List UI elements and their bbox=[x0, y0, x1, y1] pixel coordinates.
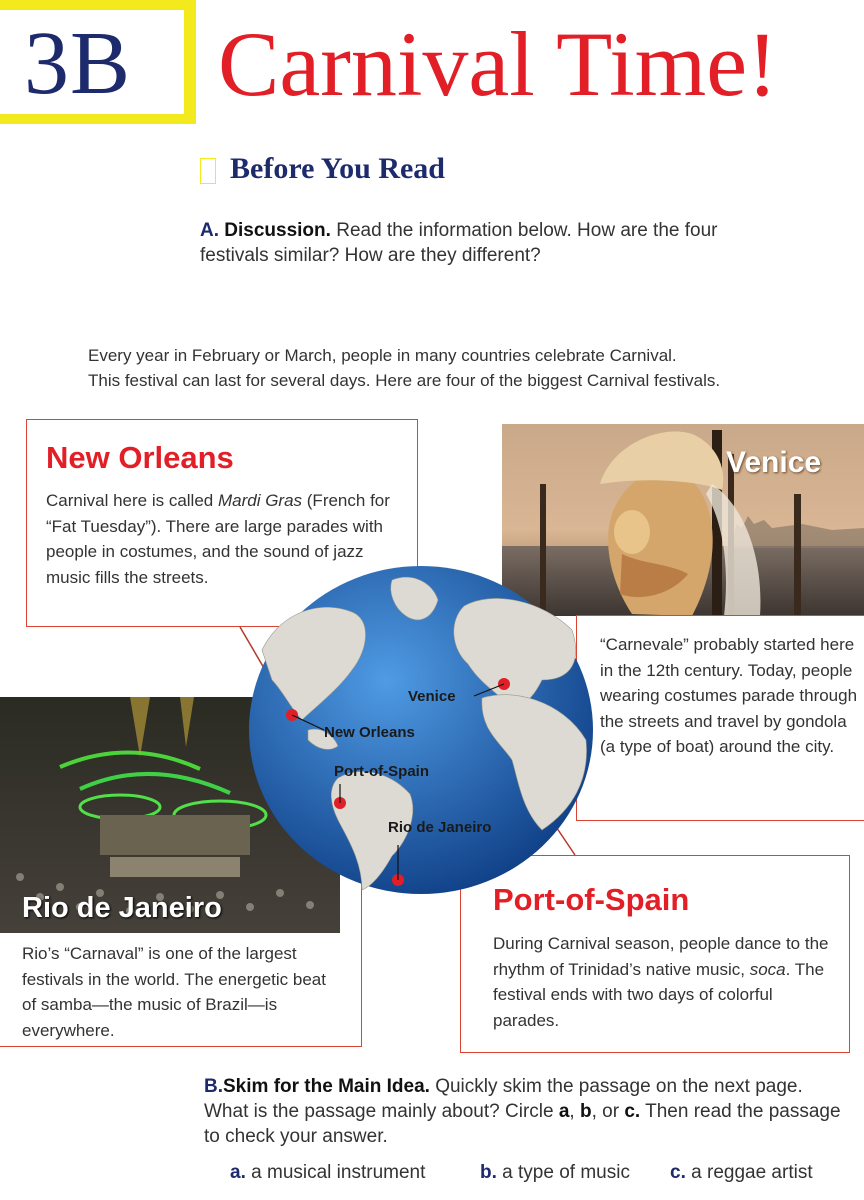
new-orleans-text-b: (French for “Fat Tuesday”). There are large parades with people in costumes, and the sound of jazz music fills the streets. bbox=[46, 491, 390, 587]
choice-b-letter: b. bbox=[480, 1162, 497, 1183]
venice-text: “Carnevale” probably started here in the 12th century. Today, people wearing costumes parade through the streets and travel by gondola (a type of boat) around the city. bbox=[600, 635, 858, 756]
activity-b-opt-b: b bbox=[579, 1101, 592, 1122]
activity-b-letter: B. bbox=[204, 1076, 223, 1097]
activity-b-sep-1: , bbox=[569, 1101, 580, 1122]
activity-b-heading: Skim for the Main Idea. bbox=[223, 1076, 430, 1097]
choice-c-letter: c. bbox=[670, 1162, 686, 1183]
choice-b-text: a type of music bbox=[502, 1162, 630, 1183]
rio-title: Rio de Janeiro bbox=[22, 892, 222, 924]
choice-b[interactable] bbox=[480, 1162, 630, 1184]
activity-b-text-after: Then read the passage to check your answer. bbox=[204, 1101, 841, 1147]
globe-art bbox=[242, 560, 600, 900]
activity-a-heading: Discussion. bbox=[224, 220, 331, 241]
activity-b-opt-a: a bbox=[558, 1101, 570, 1122]
rio-text: Rio’s “Carnaval” is one of the largest festivals in the world. The energetic beat of samba—the music of Brazil—is everywhere. bbox=[22, 944, 326, 1040]
activity-b-sep-2: , or bbox=[591, 1101, 625, 1122]
choice-a[interactable] bbox=[230, 1162, 425, 1184]
globe-map bbox=[242, 560, 600, 900]
section-title: Before You Read bbox=[230, 152, 445, 185]
port-of-spain-text-b: . The festival ends with two days of colorful parades. bbox=[493, 959, 825, 1030]
new-orleans-text-italic: Mardi Gras bbox=[217, 491, 303, 510]
port-of-spain-text-italic: soca bbox=[749, 959, 786, 979]
activity-a-letter: A. bbox=[200, 220, 219, 241]
activity-b-opt-c: c. bbox=[624, 1101, 641, 1122]
port-of-spain-text-a: During Carnival season, people dance to the rhythm of Trinidad’s native music, bbox=[493, 934, 829, 979]
venice-map-label: Venice bbox=[408, 688, 456, 705]
unit-title: Carnival Time! bbox=[218, 13, 778, 115]
choice-a-text: a musical instrument bbox=[251, 1162, 426, 1183]
rio-map-label: Rio de Janeiro bbox=[388, 819, 492, 836]
new-orleans-map-label: New Orleans bbox=[324, 724, 415, 741]
choice-c-text: a reggae artist bbox=[691, 1162, 813, 1183]
venice-title: Venice bbox=[726, 446, 822, 479]
port-of-spain-title: Port-of-Spain bbox=[493, 882, 690, 917]
new-orleans-title: New Orleans bbox=[46, 440, 234, 475]
port-of-spain-map-label: Port-of-Spain bbox=[334, 763, 429, 780]
choice-c[interactable] bbox=[670, 1162, 813, 1184]
activity-b-text: Quickly skim the passage on the next page. What is the passage mainly about? Circle bbox=[204, 1076, 803, 1122]
choice-a-letter: a. bbox=[230, 1162, 246, 1183]
unit-label: 3B bbox=[24, 14, 132, 113]
activity-a-text: Read the information below. How are the four festivals similar? How are they different? bbox=[200, 220, 718, 266]
new-orleans-text-a: Carnival here is called bbox=[46, 491, 218, 510]
intro-line-1: Every year in February or March, people in many countries celebrate Carnival. bbox=[88, 346, 677, 365]
activity-b bbox=[204, 1074, 844, 1149]
intro-line-2: This festival can last for several days. Here are four of the biggest Carnival festivals. bbox=[88, 371, 721, 390]
